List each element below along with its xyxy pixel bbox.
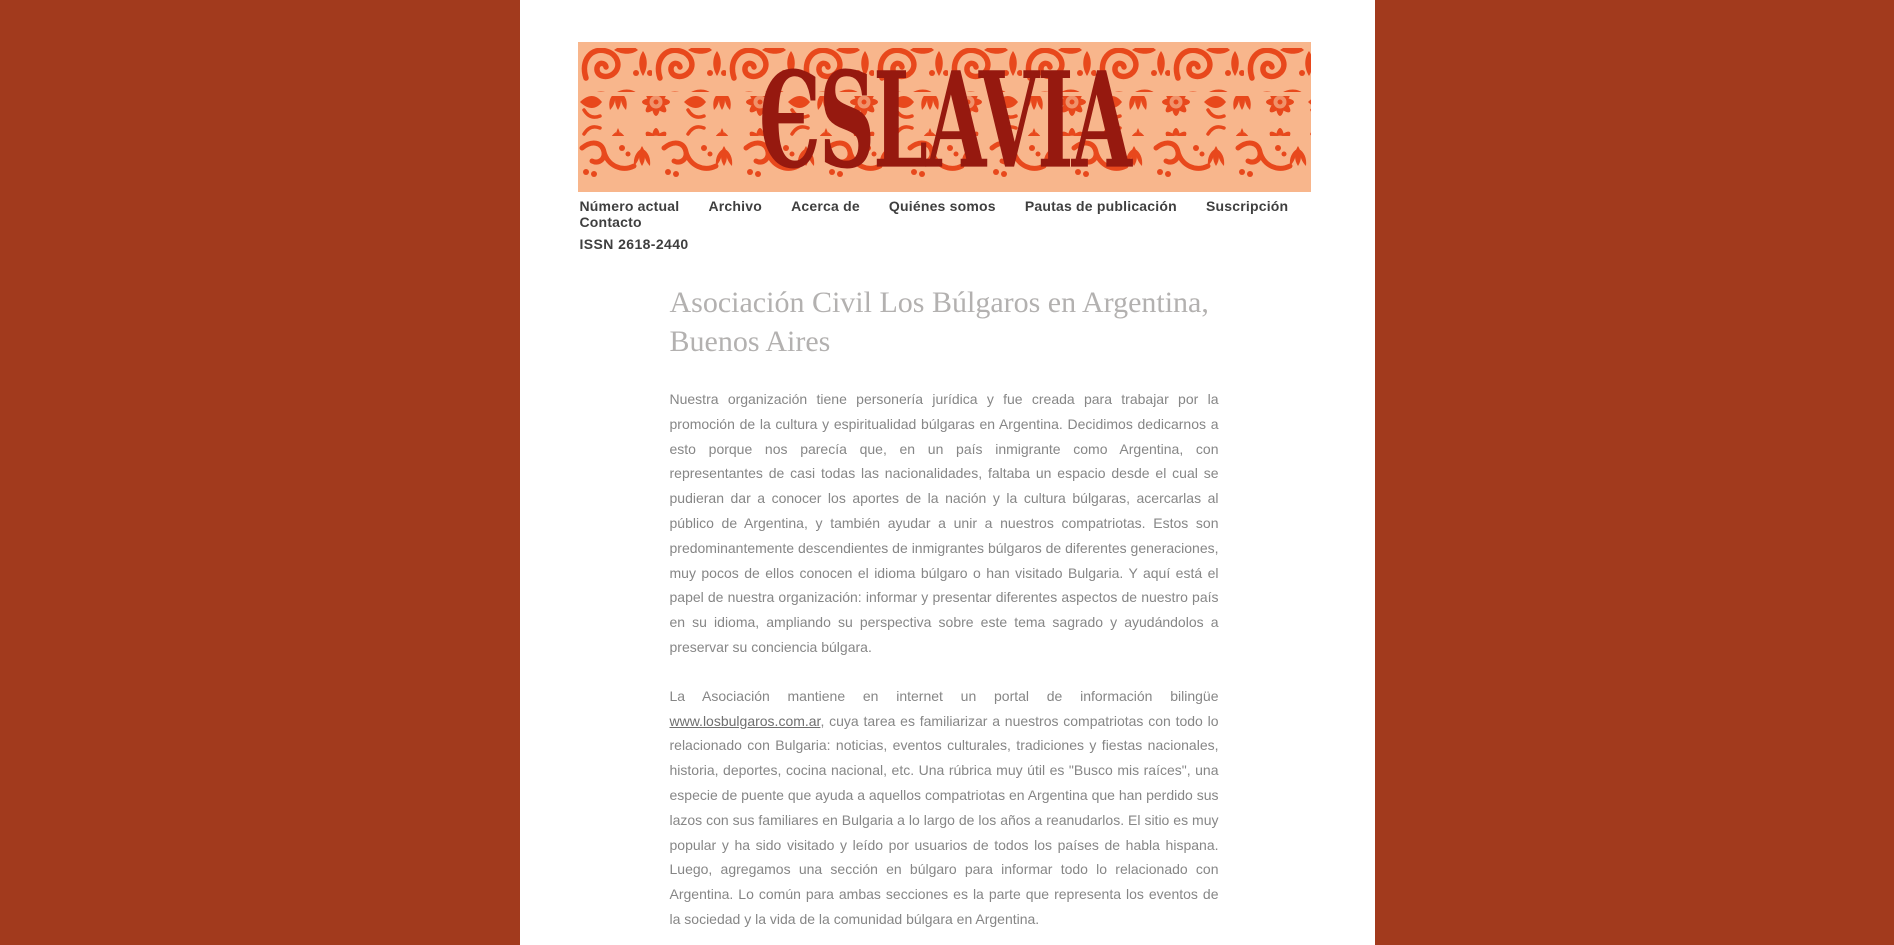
article [670, 283, 1219, 945]
nav-item-contacto[interactable]: Contacto [579, 214, 642, 230]
site-banner[interactable] [578, 42, 1311, 198]
nav-item-pautas-de-publicacion[interactable]: Pautas de publicación [1024, 198, 1177, 214]
nav-item-quienes-somos[interactable]: Quiénes somos [888, 198, 996, 214]
nav-item-numero-actual[interactable]: Número actual [579, 198, 680, 214]
article-paragraph-2 [670, 684, 1219, 932]
nav-item-archivo[interactable]: Archivo [708, 198, 762, 214]
site-title-logo[interactable]: ЄSLAVIA [758, 42, 1130, 198]
losbulgaros-link[interactable]: www.losbulgaros.com.ar [669, 712, 821, 729]
paragraph-2-text-after-link: , cuya tarea es familiarizar a nuestros compatriotas con todo lo relacionado con Bulgaria: noticias, eventos culturales, tradiciones y fiestas nacionales, historia, deportes, cocina nacional, etc. Una rúbrica muy útil es "Busco mis raíces", una especie de puente que ayuda a aquellos compatriotas en Argentina que han perdido sus lazos con sus familiares en Bulgaria a lo largo de los años a reanudarlos. El sitio es muy popular y ha sido visitado y leído por usuarios de todos los países de habla hispana. Luego, agregamos una sección en búlgaro para informar todo lo relacionado con Argentina. Lo común para ambas secciones es la parte que representa los eventos de la sociedad y la vida de la comunidad búlgara en Argentina. [669, 712, 1219, 927]
article-paragraph-1: Nuestra organización tiene personería jurídica y fue creada para trabajar por la promoción de la cultura y espiritualidad búlgaras en Argentina. Decidimos dedicarnos a esto porque nos parecía que, en un país inmigrante como Argentina, con representantes de casi todas las nacionalidades, faltaba un espacio desde el cual se pudieran dar a conocer los aportes de la nación y la cultura búlgaras, acercarlas al público de Argentina, y también ayudar a unir a nuestros compatriotas. Estos son predominantemente descendientes de inmigrantes búlgaros de diferentes generaciones, muy pocos de ellos conocen el idioma búlgaro o han visitado Bulgaria. Y aquí está el papel de nuestra organización: informar y presentar diferentes aspectos de nuestro país en su idioma, ampliando su perspectiva sobre este tema sagrado y ayudándolos a preservar su conciencia búlgara. [669, 391, 1219, 655]
nav-item-suscripcion[interactable]: Suscripción [1205, 198, 1289, 214]
issn-label: ISSN 2618-2440 [579, 236, 689, 252]
main-nav [580, 198, 1375, 230]
page-title: Asociación Civil Los Búlgaros en Argentina, Buenos Aires [669, 286, 1209, 358]
nav-item-acerca-de[interactable]: Acerca de [791, 198, 860, 214]
paragraph-2-text-before-link: La Asociación mantiene en internet un portal de información bilingüe [669, 687, 1219, 704]
page [520, 0, 1375, 945]
